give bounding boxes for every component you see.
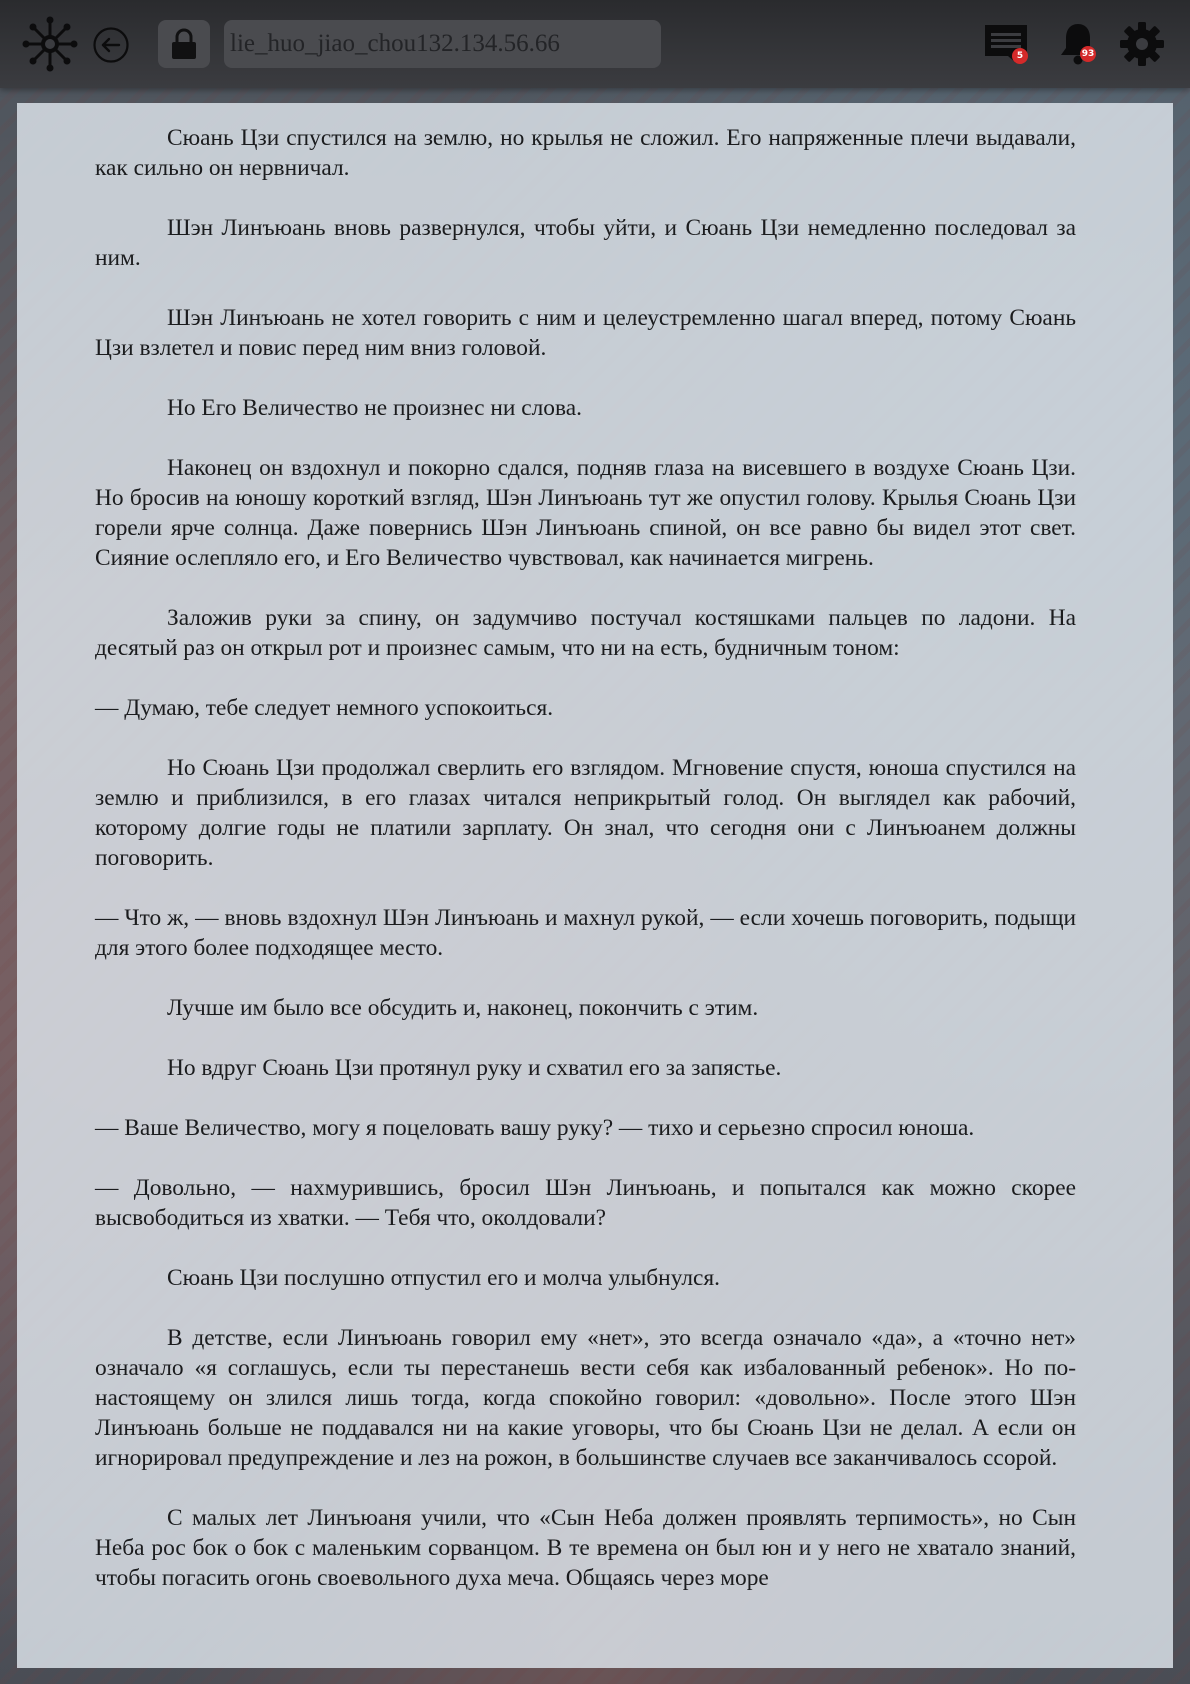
paragraph: Лучше им было все обсудить и, наконец, покончить с этим. — [167, 995, 759, 1021]
paragraph: Заложив руки за спину, он задумчиво постучал костяшками пальцев по ладони. На десятый раз он открыл рот и произнес самым, что ни на есть, будничным тоном: — [95, 605, 1076, 661]
paragraph: Но Его Величество не произнес ни слова. — [167, 395, 582, 421]
network-logo-icon[interactable] — [22, 16, 78, 72]
paragraph: Шэн Линъюань не хотел говорить с ним и целеустремленно шагал вперед, потому Сюань Цзи взлетел и повис перед ним вниз головой. — [95, 305, 1076, 361]
lock-button[interactable] — [158, 20, 210, 68]
messages-button[interactable] — [978, 20, 1034, 68]
dialogue-paragraph: — Что ж, — вновь вздохнул Шэн Линъюань и махнул рукой, — если хочешь поговорить, подыщи для этого более подходящее место. — [95, 905, 1076, 961]
reading-panel[interactable] — [17, 103, 1173, 1668]
gear-icon — [1119, 21, 1165, 67]
paragraph: Сюань Цзи спустился на землю, но крылья не сложил. Его напряженные плечи выдавали, как сильно он нервничал. — [95, 125, 1076, 181]
dialogue-paragraph: — Думаю, тебе следует немного успокоиться. — [95, 695, 554, 721]
address-input[interactable] — [230, 30, 655, 58]
paragraph: Шэн Линъюань вновь развернулся, чтобы уйти, и Сюань Цзи немедленно последовал за ним. — [95, 215, 1076, 271]
notifications-count-badge: 93 — [1080, 46, 1096, 62]
dialogue-paragraph: — Довольно, — нахмурившись, бросил Шэн Линъюань, и попытался как можно скорее высвободиться из хватки. — Тебя что, околдовали? — [95, 1175, 1076, 1231]
chapter-text — [95, 123, 1076, 1623]
back-arrow-icon — [92, 26, 130, 64]
paragraph: Но Сюань Цзи продолжал сверлить его взглядом. Мгновение спустя, юноша спустился на землю и приблизился, в его глазах читался неприкрытый голод. Он выглядел как рабочий, которому долгие годы не платили зарплату. Он знал, что сегодня они с Линъюанем должны поговорить. — [95, 755, 1076, 871]
dialogue-paragraph: — Ваше Величество, могу я поцеловать вашу руку? — тихо и серьезно спросил юноша. — [95, 1115, 975, 1141]
notifications-button[interactable] — [1054, 18, 1102, 68]
paragraph: Но вдруг Сюань Цзи протянул руку и схватил его за запястье. — [167, 1055, 782, 1081]
top-bar — [0, 0, 1190, 88]
address-bar[interactable] — [224, 20, 661, 68]
paragraph: Сюань Цзи послушно отпустил его и молча улыбнулся. — [167, 1265, 721, 1291]
lock-icon — [169, 27, 199, 61]
messages-count-badge: 5 — [1012, 48, 1028, 64]
paragraph: Наконец он вздохнул и покорно сдался, подняв глаза на висевшего в воздухе Сюань Цзи. Но бросив на юношу короткий взгляд, Шэн Линъюань тут же опустил голову. Крылья Сюань Цзи горели ярче солнца. Даже повернись Шэн Линъюань спиной, он все равно бы видел этот свет. Сияние ослепляло его, и Его Величество чувствовал, как начинается мигрень. — [95, 455, 1076, 571]
settings-button[interactable] — [1118, 20, 1166, 68]
paragraph: В детстве, если Линъюань говорил ему «нет», это всегда означало «да», а «точно нет» означало «я соглашусь, если ты перестанешь вести себя как избалованный ребенок». Но по-настоящему он злился лишь тогда, когда спокойно говорил: «довольно». После этого Шэн Линъюань больше не поддавался ни на какие уговоры, что бы Сюань Цзи не делал. А если он игнорировал предупреждение и лез на рожон, в большинстве случаев все заканчивалось ссорой. — [95, 1325, 1076, 1471]
back-button[interactable] — [92, 26, 130, 64]
paragraph: С малых лет Линъюаня учили, что «Сын Неба должен проявлять терпимость», но Сын Неба рос бок о бок с маленьким сорванцом. В те времена он был юн и у него не хватало знаний, чтобы погасить огонь своевольного духа меча. Общаясь через море — [95, 1505, 1076, 1591]
